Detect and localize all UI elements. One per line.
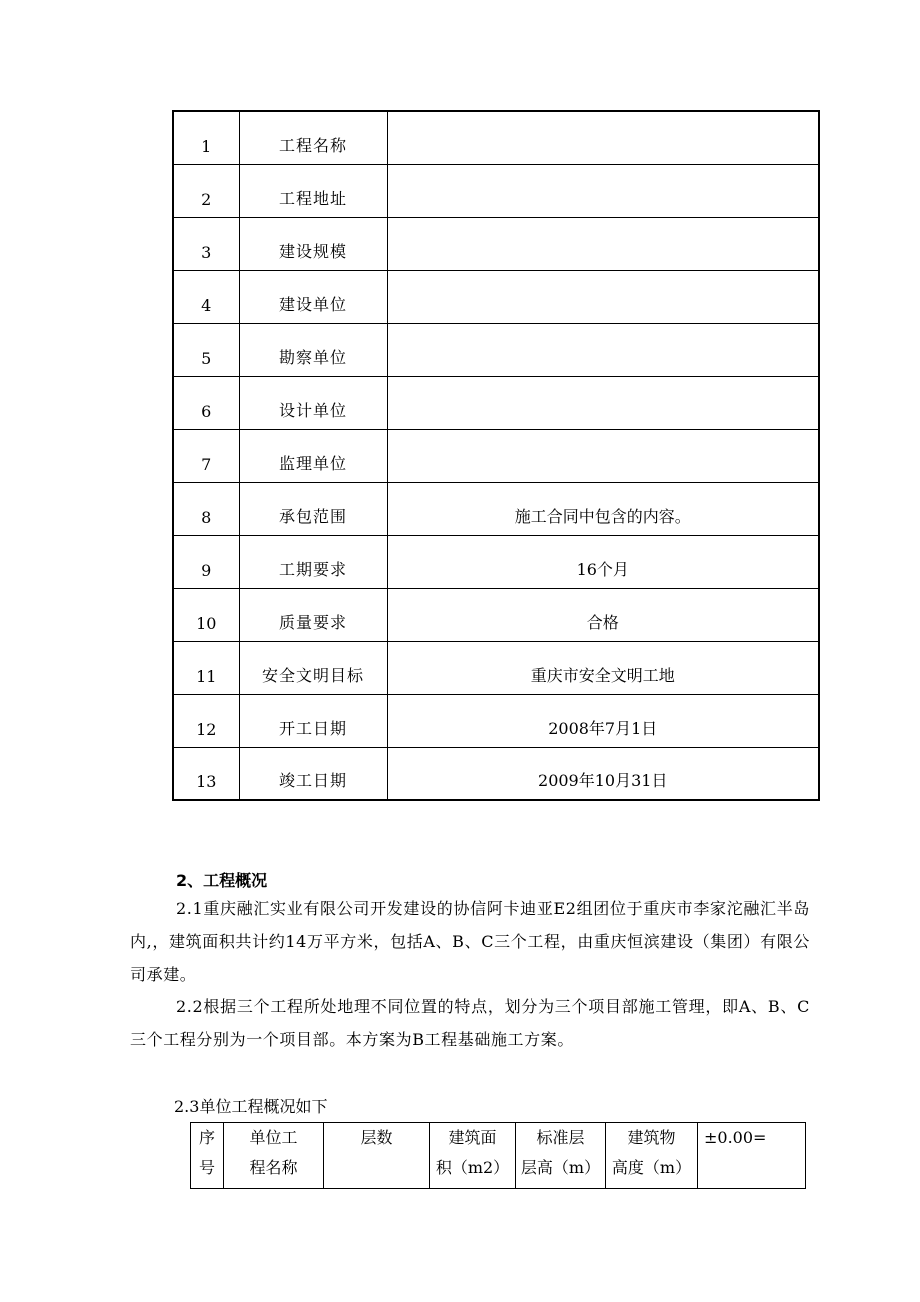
unit-overview-header-row — [191, 1123, 806, 1189]
header-line-2: 程名称 — [249, 1158, 298, 1177]
row-label: 工程名称 — [239, 111, 387, 164]
info-row — [173, 164, 819, 217]
header-cell — [324, 1123, 430, 1189]
header-line-2: 积（m2） — [435, 1158, 510, 1177]
row-value — [387, 376, 819, 429]
row-number: 8 — [173, 482, 239, 535]
header-cell — [698, 1123, 806, 1189]
header-line-1: 层数 — [360, 1128, 393, 1147]
row-value: 合格 — [387, 588, 819, 641]
header-line-1: ±0.00= — [704, 1128, 767, 1147]
row-label: 设计单位 — [239, 376, 387, 429]
info-row — [173, 747, 819, 800]
paragraph-2-2 — [130, 990, 810, 1056]
row-label: 竣工日期 — [239, 747, 387, 800]
paragraph-2-1 — [130, 892, 810, 991]
row-number: 4 — [173, 270, 239, 323]
row-label: 工期要求 — [239, 535, 387, 588]
row-value — [387, 429, 819, 482]
paragraph-2-1-text: 2.1重庆融汇实业有限公司开发建设的协信阿卡迪亚E2组团位于重庆市李家沱融汇半岛内,，建筑面积共计约14万平方米，包括A、B、C三个工程，由重庆恒滨建设（集团）有限公司承建。 — [130, 899, 810, 984]
paragraph-2-2-text: 2.2根据三个工程所处地理不同位置的特点，划分为三个项目部施工管理，即A、B、C三个工程分别为一个项目部。本方案为B工程基础施工方案。 — [130, 997, 810, 1049]
row-number: 12 — [173, 694, 239, 747]
info-row — [173, 270, 819, 323]
header-cell — [516, 1123, 606, 1189]
row-value: 2008年7月1日 — [387, 694, 819, 747]
header-line-1: 建筑面 — [448, 1128, 497, 1147]
header-cell — [430, 1123, 516, 1189]
header-cell — [224, 1123, 324, 1189]
info-row — [173, 588, 819, 641]
row-number: 2 — [173, 164, 239, 217]
row-number: 11 — [173, 641, 239, 694]
row-number: 5 — [173, 323, 239, 376]
header-cell — [191, 1123, 224, 1189]
row-number: 9 — [173, 535, 239, 588]
header-cell — [606, 1123, 698, 1189]
row-value — [387, 164, 819, 217]
row-number: 7 — [173, 429, 239, 482]
row-value — [387, 323, 819, 376]
info-row — [173, 641, 819, 694]
row-value: 2009年10月31日 — [387, 747, 819, 800]
row-value: 16个月 — [387, 535, 819, 588]
row-number: 3 — [173, 217, 239, 270]
header-line-1: 序 — [198, 1128, 215, 1147]
row-label: 监理单位 — [239, 429, 387, 482]
section-heading: 2、工程概况 — [176, 871, 268, 890]
info-row — [173, 376, 819, 429]
info-row — [173, 694, 819, 747]
paragraph-2-3: 2.3单位工程概况如下 — [174, 1097, 328, 1116]
row-label: 承包范围 — [239, 482, 387, 535]
info-row — [173, 217, 819, 270]
row-value — [387, 217, 819, 270]
header-line-2: 号 — [198, 1158, 215, 1177]
row-value — [387, 270, 819, 323]
header-line-1: 建筑物 — [627, 1128, 676, 1147]
project-info-table-body — [173, 111, 819, 800]
row-number: 13 — [173, 747, 239, 800]
info-row — [173, 429, 819, 482]
row-number: 1 — [173, 111, 239, 164]
row-number: 6 — [173, 376, 239, 429]
row-label: 安全文明目标 — [239, 641, 387, 694]
info-row — [173, 111, 819, 164]
row-label: 质量要求 — [239, 588, 387, 641]
row-label: 建设单位 — [239, 270, 387, 323]
header-line-2: 高度（m） — [611, 1158, 692, 1177]
header-line-1: 单位工 — [249, 1128, 298, 1147]
info-row — [173, 482, 819, 535]
row-value: 施工合同中包含的内容。 — [387, 482, 819, 535]
row-label: 工程地址 — [239, 164, 387, 217]
info-row — [173, 323, 819, 376]
header-line-2: 层高（m） — [520, 1158, 601, 1177]
project-info-table — [172, 110, 820, 801]
row-label: 勘察单位 — [239, 323, 387, 376]
info-row — [173, 535, 819, 588]
row-label: 建设规模 — [239, 217, 387, 270]
row-number: 10 — [173, 588, 239, 641]
row-label: 开工日期 — [239, 694, 387, 747]
header-line-1: 标准层 — [536, 1128, 585, 1147]
unit-overview-table — [190, 1122, 806, 1189]
row-value — [387, 111, 819, 164]
row-value: 重庆市安全文明工地 — [387, 641, 819, 694]
